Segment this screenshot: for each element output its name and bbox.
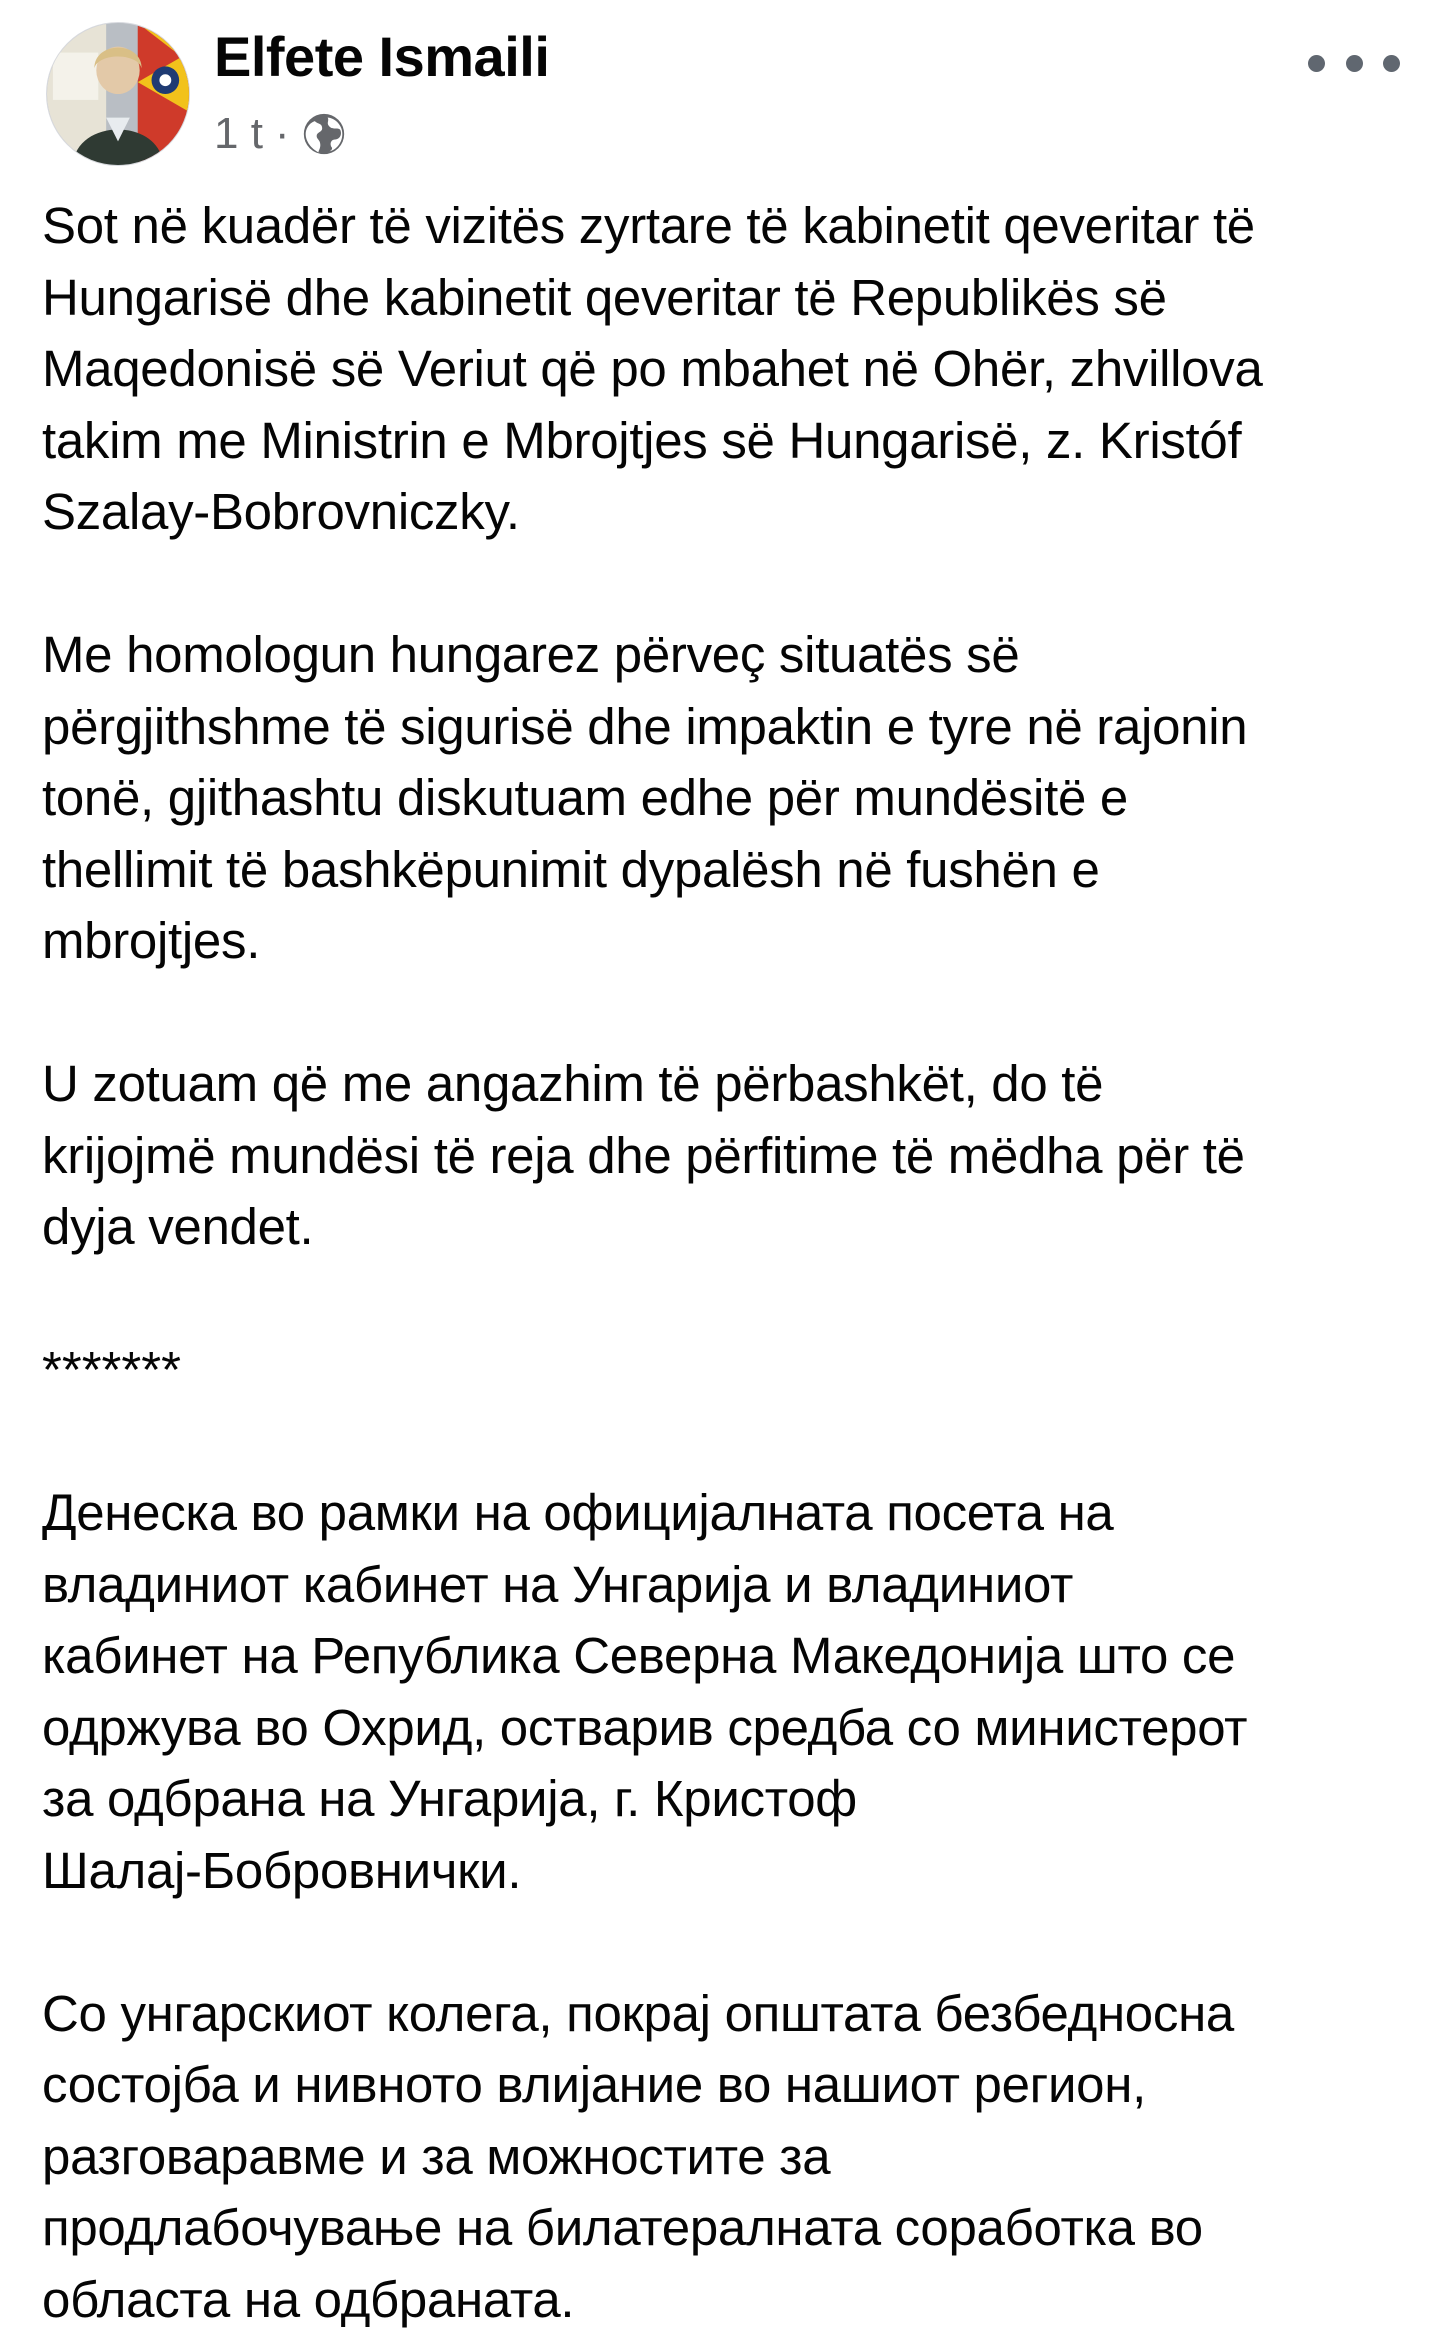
meta-separator: · bbox=[274, 109, 290, 158]
avatar[interactable] bbox=[46, 22, 190, 166]
more-dot bbox=[1383, 55, 1400, 72]
author-name[interactable]: Elfete Ismaili bbox=[214, 25, 550, 88]
paragraph-macedonian-2: Со унгарскиот колега, покрај општата безбедносна состојба и нивното влијание во нашиот регион, разговаравме и за можностите за продлабочување на билатералната соработка во областа на одбраната. bbox=[42, 1984, 1234, 2328]
paragraph-macedonian-1: Денеска во рамки на официјалната посета на владиниот кабинет на Унгарија и владиниот кабинет на Република Северна Македонија што се одржува во Охрид, остварив средба со министерот за одбрана на Унгарија, г. Кристоф Шалај-Бобровнички. bbox=[42, 1484, 1248, 1899]
paragraph-albanian-2: Me homologun hungarez përveç situatës së përgjithshme të sigurisë dhe impaktin e tyre në rajonin tonë, gjithashtu diskutuam edhe për mundësitë e thellimit të bashkëpunimit dypalësh në fushën e mbrojtjes. bbox=[42, 626, 1248, 969]
profile-photo bbox=[47, 23, 189, 165]
more-dot bbox=[1346, 55, 1363, 72]
post-header bbox=[36, 22, 1404, 172]
post-meta bbox=[214, 104, 346, 164]
paragraph-albanian-3: U zotuam që me angazhim të përbashkët, do të krijojmë mundësi të reja dhe përfitime të mëdha për të dyja vendet. bbox=[42, 1055, 1245, 1255]
post-time[interactable]: 1 t bbox=[214, 109, 263, 158]
more-dot bbox=[1308, 55, 1325, 72]
language-separator: ******* bbox=[42, 1341, 181, 1398]
paragraph-albanian-1: Sot në kuadër të vizitës zyrtare të kabinetit qeveritar të Hungarisë dhe kabinetit qeveritar të Republikës së Maqedonisë së Veriut që po mbahet në Ohër, zhvillova takim me Ministrin e Mbrojtjes së Hungarisë, z. Kristóf Szalay-Bobrovniczky. bbox=[42, 197, 1263, 540]
post-text bbox=[42, 190, 1412, 2332]
globe-icon[interactable] bbox=[302, 112, 346, 156]
more-options-icon[interactable] bbox=[1308, 48, 1400, 78]
